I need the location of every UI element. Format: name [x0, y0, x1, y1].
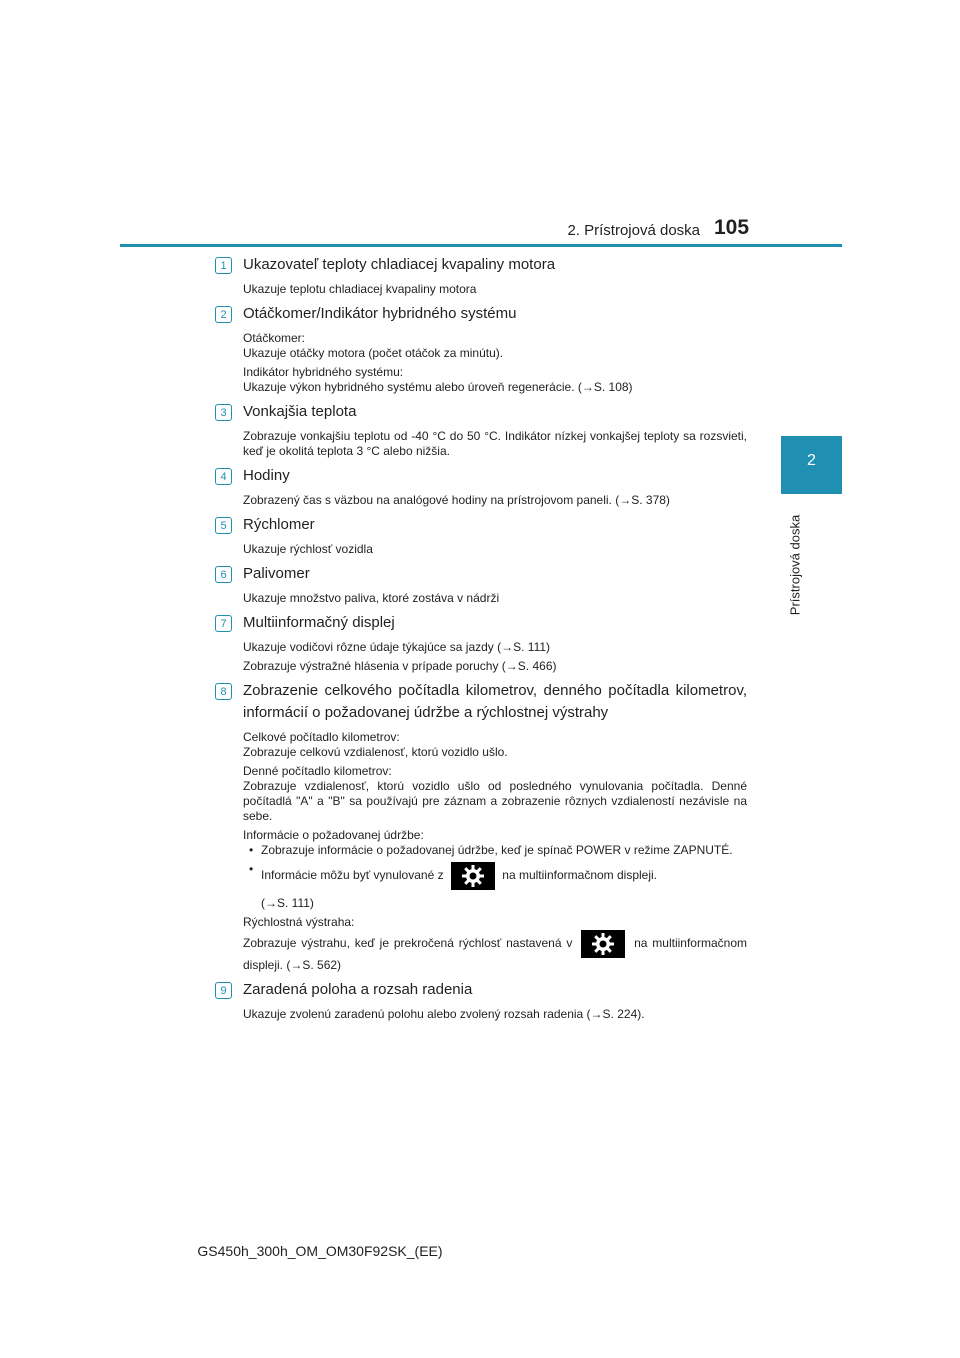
item-number: 1 — [215, 257, 232, 274]
odometer-label: Celkové počítadlo kilometrov: — [243, 730, 400, 744]
list-item — [215, 254, 747, 297]
bullet-text: Informácie môžu byť vynulované z — [261, 868, 444, 883]
item-number: 4 — [215, 468, 232, 485]
item-text: Zobrazuje výstražné hlásenia v prípade poruchy (→S. 466) — [243, 659, 557, 673]
footer-doc-code: GS450h_300h_OM_OM30F92SK_(EE) — [197, 1243, 443, 1259]
item-number: 6 — [215, 566, 232, 583]
item-title: Hodiny — [243, 467, 290, 484]
settings-icon-box — [581, 930, 625, 958]
item-number: 2 — [215, 306, 232, 323]
item-text: Indikátor hybridného systému: — [243, 365, 404, 379]
item-text: Ukazuje teplotu chladiacej kvapaliny motora — [243, 282, 477, 296]
gear-icon — [591, 932, 615, 956]
header-rule — [120, 244, 842, 247]
item-number: 3 — [215, 404, 232, 421]
item-text: Ukazuje množstvo paliva, ktoré zostáva v nádrži — [243, 591, 500, 605]
page-number: 105 — [714, 216, 750, 239]
speed-text-a: Zobrazuje výstrahu, keď je prekročená rýchlosť nastavená v — [243, 936, 573, 951]
item-body — [243, 542, 747, 557]
item-title: Multiinformačný displej — [243, 614, 395, 631]
item-title: Vonkajšia teplota — [243, 403, 357, 420]
chapter-side-label-text: Prístrojová doska — [787, 514, 803, 616]
item-body — [243, 331, 747, 395]
bullet-ref: (→S. 111) — [261, 896, 314, 910]
maintenance-label: Informácie o požadovanej údržbe: — [243, 828, 424, 842]
list-item — [215, 979, 747, 1022]
odometer-text: Zobrazuje celkovú vzdialenosť, ktorú vozidlo ušlo. — [243, 745, 508, 759]
maintenance-bullet: • Zobrazuje informácie o požadovanej údržbe, keď je spínač POWER v režime ZAPNUTÉ. — [243, 843, 747, 858]
settings-icon-box — [451, 862, 495, 890]
item-title: Palivomer — [243, 565, 310, 582]
item-number: 5 — [215, 517, 232, 534]
item-title: Zaradená poloha a rozsah radenia — [243, 981, 473, 998]
item-body — [243, 730, 747, 973]
item-text: Ukazuje vodičovi rôzne údaje týkajúce sa jazdy (→S. 111) — [243, 640, 551, 654]
chapter-side-label — [780, 505, 810, 625]
header-chapter-title: 2. Prístrojová doska — [567, 222, 700, 239]
list-item — [215, 563, 747, 606]
list-item — [215, 612, 747, 674]
trip-meter-label: Denné počítadlo kilometrov: — [243, 764, 392, 778]
item-text: Otáčkomer: — [243, 331, 306, 345]
item-text: Ukazuje zvolenú zaradenú polohu alebo zvolený rozsah radenia (→S. 224). — [243, 1007, 645, 1021]
gear-icon — [461, 864, 485, 888]
item-body — [243, 429, 747, 459]
item-title: Otáčkomer/Indikátor hybridného systému — [243, 305, 517, 322]
item-number: 8 — [215, 683, 232, 700]
item-title: Zobrazenie celkového počítadla kilometrov, denného počítadla kilometrov, informácií o požadovanej údržbe a rýchlostnej výstrahy — [243, 682, 747, 721]
speed-warning-label: Rýchlostná výstraha: — [243, 915, 355, 929]
item-number: 9 — [215, 982, 232, 999]
item-text: Ukazuje výkon hybridného systému alebo úroveň regenerácie. (→S. 108) — [243, 380, 633, 394]
bullet-text: na multiinformačnom displeji. — [502, 868, 658, 883]
speed-warning-text — [243, 930, 747, 973]
list-item — [215, 465, 747, 508]
item-text: Zobrazený čas s väzbou na analógové hodiny na prístrojovom paneli. (→S. 378) — [243, 493, 670, 507]
list-item — [215, 680, 747, 973]
trip-meter-text: Zobrazuje vzdialenosť, ktorú vozidlo ušlo od posledného vynulovania počítadla. Denné počítadlá "A" a "B" sa používajú pre záznam a zobrazenie rôznych vzdialeností nezávisle na sebe. — [243, 779, 747, 823]
item-body — [243, 282, 747, 297]
item-body — [243, 591, 747, 606]
item-body — [243, 493, 747, 508]
item-text: Ukazuje rýchlosť vozidla — [243, 542, 373, 556]
item-title: Ukazovateľ teploty chladiacej kvapaliny motora — [243, 256, 556, 273]
item-title: Rýchlomer — [243, 516, 315, 533]
list-item — [215, 401, 747, 459]
item-body — [243, 640, 747, 674]
list-item — [215, 514, 747, 557]
speed-text-b: na multiinformačnom displeji. (→S. 562) — [243, 936, 747, 972]
item-body — [243, 1007, 747, 1022]
list-item — [215, 303, 747, 395]
item-number: 7 — [215, 615, 232, 632]
content — [215, 254, 747, 1028]
maintenance-bullet — [243, 862, 747, 911]
item-text: Ukazuje otáčky motora (počet otáčok za minútu). — [243, 346, 504, 360]
chapter-tab: 2 — [781, 436, 842, 494]
item-text: Zobrazuje vonkajšiu teplotu od -40 °C do 50 °C. Indikátor nízkej vonkajšej teploty sa rozsvieti, keď je okolitá teplota 3 °C alebo nižšia. — [243, 429, 747, 458]
